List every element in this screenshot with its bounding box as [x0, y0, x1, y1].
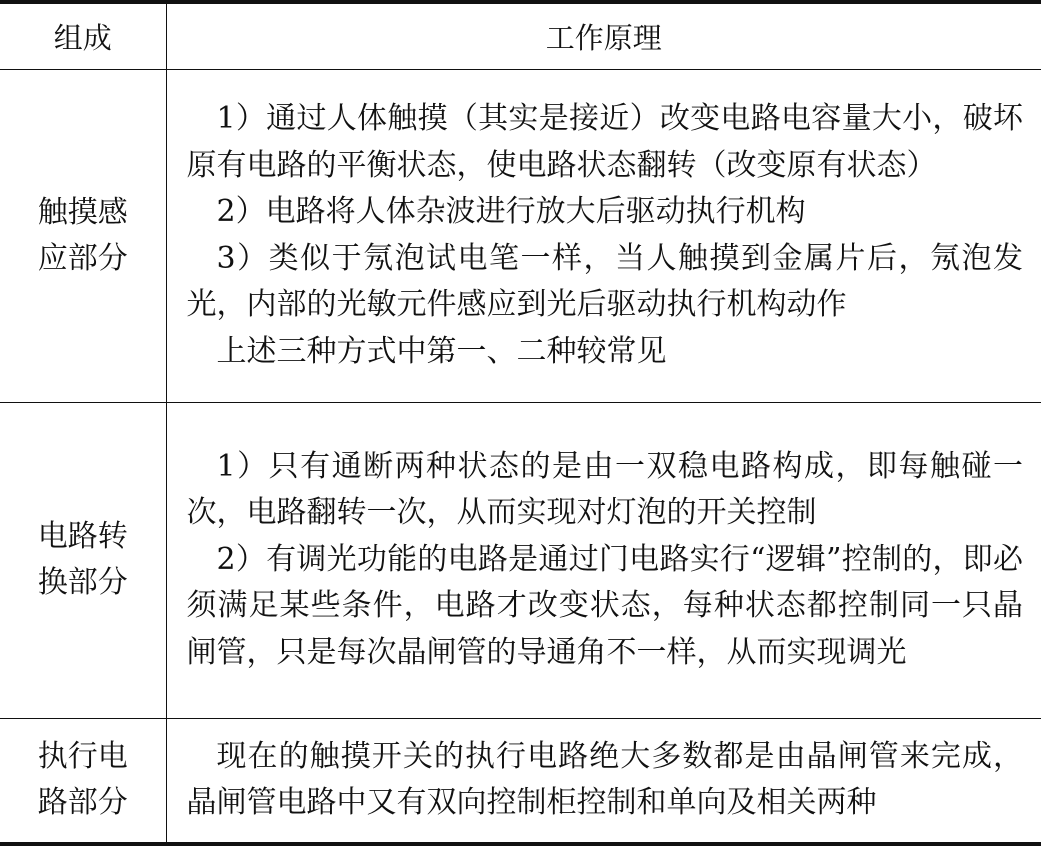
- header-component: 组成: [0, 2, 166, 69]
- principle-cell: [166, 69, 1041, 402]
- table-row: [0, 69, 1041, 402]
- principle-line: 1）通过人体触摸（其实是接近）改变电路电容量大小，破坏原有电路的平衡状态，使电路状态翻转（改变原有状态）: [186, 101, 1023, 183]
- component-name: 执行电路部分: [37, 739, 128, 821]
- component-cell: [0, 718, 166, 844]
- component-cell: [0, 69, 166, 402]
- principle-cell: [166, 718, 1041, 844]
- principle-line: 2）电路将人体杂波进行放大后驱动执行机构: [216, 194, 806, 229]
- principle-line: 3）类似于氖泡试电笔一样，当人触摸到金属片后，氖泡发光，内部的光敏元件感应到光后驱动执行机构动作: [186, 240, 1023, 322]
- principle-line: 现在的触摸开关的执行电路绝大多数都是由晶闸管来完成，晶闸管电路中又有双向控制柜控制和单向及相关两种: [186, 738, 1023, 821]
- principle-line: 1）只有通断两种状态的是由一双稳电路构成，即每触碰一次，电路翻转一次，从而实现对灯泡的开关控制: [186, 448, 1023, 531]
- component-name: 触摸感应部分: [37, 194, 128, 276]
- principle-line: 上述三种方式中第一、二种较常见: [216, 333, 667, 369]
- component-cell: [0, 402, 166, 718]
- table-row: [0, 402, 1041, 718]
- table-header-row: [0, 2, 1041, 69]
- component-name: 电路转换部分: [37, 519, 128, 600]
- header-principle: 工作原理: [166, 2, 1041, 69]
- principle-line: 2）有调光功能的电路是通过门电路实行“逻辑”控制的，即必须满足某些条件，电路才改变状态，每种状态都控制同一只晶闸管，只是每次晶闸管的导通角不一样，从而实现调光: [186, 541, 1023, 670]
- table-row: [0, 718, 1041, 844]
- principle-cell: [166, 402, 1041, 718]
